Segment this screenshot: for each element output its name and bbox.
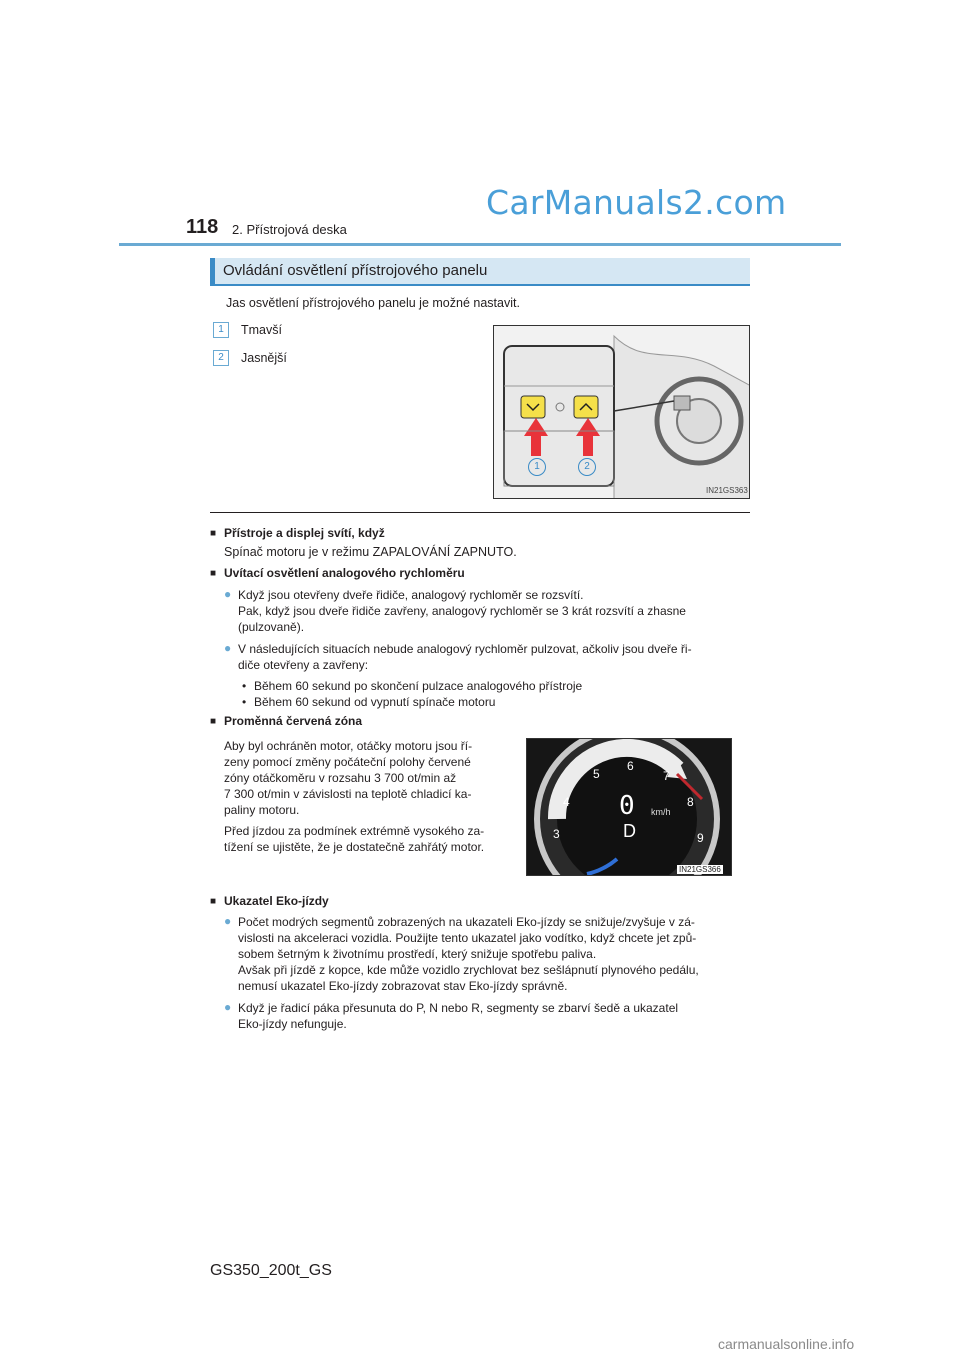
note-2-title: Uvítací osvětlení analogového rychloměru (224, 566, 465, 580)
header-rule (119, 243, 841, 246)
figure-callout-2: 2 (578, 458, 596, 476)
chapter-title: 2. Přístrojová deska (232, 222, 347, 237)
note-4-b1-l4: Avšak při jízdě z kopce, kde může vozidlo zrychlovat bez sešlápnutí plynového pedálu, (238, 963, 699, 977)
section-intro: Jas osvětlení přístrojového panelu je možné nastavit. (226, 296, 520, 310)
note-4-b2-l2: Eko-jízdy nefunguje. (238, 1017, 347, 1031)
note-4-b2-l1: Když je řadicí páka přesunuta do P, N nebo R, segmenty se zbarví šedě a ukazatel (238, 1001, 679, 1015)
note-3-title: Proměnná červená zóna (224, 714, 363, 728)
note-3-p2-l2: tížení se ujistěte, že je dostatečně zahřátý motor. (224, 840, 485, 854)
note-3-p1-l3: zóny otáčkoměru v rozsahu 3 700 ot/min až (224, 771, 457, 785)
note-4-title: Ukazatel Eko-jízdy (224, 894, 329, 908)
section-title: Ovládání osvětlení přístrojového panelu (223, 262, 488, 279)
figure-dimmer-switch (493, 325, 750, 499)
tick-label-4: 4 (563, 795, 570, 809)
note-3-p2-l1: Před jízdou za podmínek extrémně vysokého za- (224, 824, 485, 838)
bullet-dot-icon: ● (224, 641, 232, 655)
watermark-bottom: carmanualsonline.info (718, 1336, 855, 1352)
tick-label-6: 6 (627, 759, 634, 773)
note-marker-icon: ■ (210, 896, 217, 907)
speed-digits: 0 (619, 791, 635, 821)
page-number: 118 (186, 216, 219, 238)
item-1-label: Tmavší (241, 323, 282, 337)
speed-unit: km/h (651, 807, 671, 817)
gear-indicator: D (623, 821, 636, 841)
note-2-sub-2: Během 60 sekund od vypnutí spínače motoru (254, 695, 496, 709)
note-3-p1-l1: Aby byl ochráněn motor, otáčky motoru jsou ří- (224, 739, 473, 753)
note-4-b1-l2: vislosti na akceleraci vozidla. Použijte tento ukazatel jako vodítko, když chcete jet způ- (238, 931, 697, 945)
bullet-dot-icon: ● (224, 914, 232, 928)
note-3-p1-l2: zeny pomocí změny počáteční polohy červené (224, 755, 471, 769)
note-2-b1-l3: (pulzovaně). (238, 620, 305, 634)
note-2-b2-l2: diče otevřeny a zavřeny: (238, 658, 369, 672)
sub-bullet-icon: • (242, 695, 247, 709)
sub-bullet-icon: • (242, 679, 247, 693)
figure-2-code: IN21GS366 (679, 865, 721, 874)
tick-label-9: 9 (697, 831, 704, 845)
note-3-p1-l4: 7 300 ot/min v závislosti na teplotě chladicí ka- (224, 787, 472, 801)
item-2-label: Jasnější (241, 351, 287, 365)
item-1-number: 1 (213, 322, 229, 338)
note-2-b1-l2: Pak, když jsou dveře řidiče zavřeny, analogový rychloměr se 3 krát rozsvítí a zhasne (238, 604, 686, 618)
note-marker-icon: ■ (210, 716, 217, 727)
figure-1-code: IN21GS363 (706, 486, 748, 495)
figure-tachometer (526, 738, 732, 876)
footer-model: GS350_200t_GS (210, 1262, 332, 1279)
bullet-dot-icon: ● (224, 587, 232, 601)
bullet-dot-icon: ● (224, 1000, 232, 1014)
watermark-top: CarManuals2.com (486, 183, 787, 222)
note-marker-icon: ■ (210, 568, 217, 579)
note-2-b2-l1: V následujících situacích nebude analogový rychloměr pulzovat, ačkoliv jsou dveře ři- (238, 642, 692, 656)
note-1-title: Přístroje a displej svítí, když (224, 526, 385, 540)
note-3-p1-l5: paliny motoru. (224, 803, 300, 817)
note-1-text: Spínač motoru je v režimu ZAPALOVÁNÍ ZAPNUTO. (224, 545, 517, 559)
tick-label-5: 5 (593, 767, 600, 781)
tick-label-7: 7 (663, 769, 670, 783)
tick-label-8: 8 (687, 795, 694, 809)
section-divider (210, 512, 750, 513)
item-2-number: 2 (213, 350, 229, 366)
note-4-b1-l3: sobem šetrným k životnímu prostředí, který snižuje spotřebu paliva. (238, 947, 597, 961)
figure-callout-1: 1 (528, 458, 546, 476)
note-marker-icon: ■ (210, 528, 217, 539)
tick-label-3: 3 (553, 827, 560, 841)
note-2-b1-l1: Když jsou otevřeny dveře řidiče, analogový rychloměr se rozsvítí. (238, 588, 584, 602)
note-4-b1-l1: Počet modrých segmentů zobrazených na ukazateli Eko-jízdy se snižuje/zvyšuje v zá- (238, 915, 695, 929)
note-4-b1-l5: nemusí ukazatel Eko-jízdy zobrazovat stav Eko-jízdy správně. (238, 979, 568, 993)
note-2-sub-1: Během 60 sekund po skončení pulzace analogového přístroje (254, 679, 583, 693)
